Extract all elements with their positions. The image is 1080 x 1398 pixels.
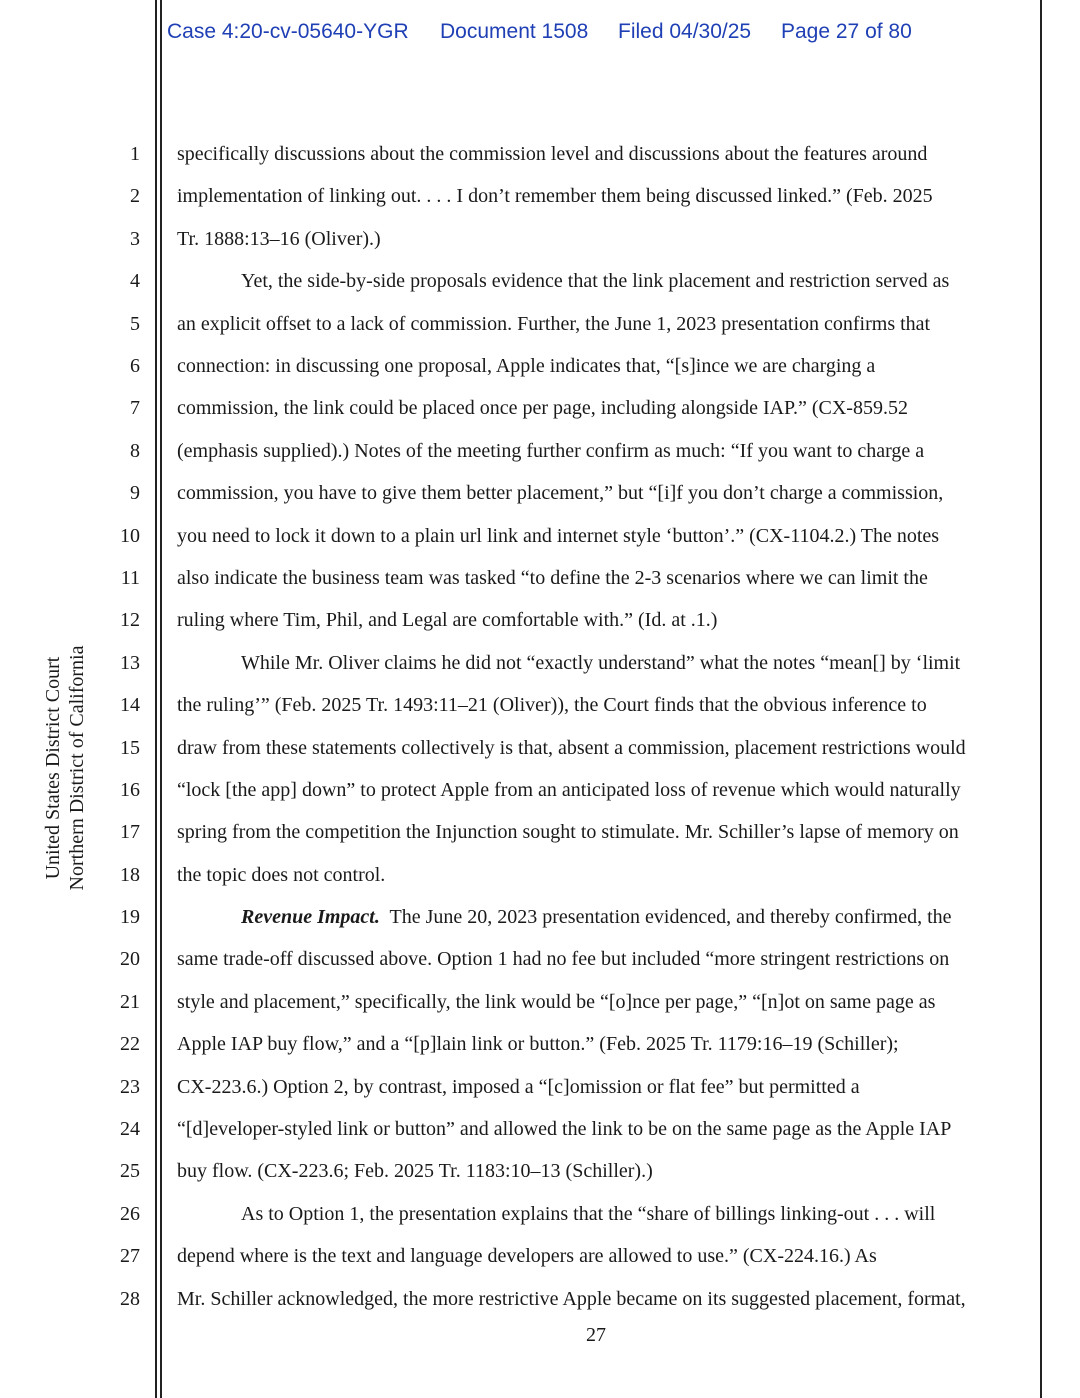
line-number: 11 [120, 567, 140, 589]
body-line: same trade-off discussed above. Option 1 had no fee but included “more stringent restrictions on [177, 948, 950, 970]
line-number: 5 [130, 313, 140, 335]
line-number: 21 [120, 991, 140, 1013]
body-line: an explicit offset to a lack of commission. Further, the June 1, 2023 presentation confirms that [177, 313, 931, 335]
body-line: “lock [the app] down” to protect Apple from an anticipated loss of revenue which would naturally [177, 779, 961, 801]
page-number: 27 [586, 1324, 606, 1346]
line-number: 23 [120, 1076, 140, 1098]
line-number: 20 [120, 948, 140, 970]
body-line: Yet, the side-by-side proposals evidence that the link placement and restriction served as [241, 270, 950, 292]
line-number: 9 [130, 482, 140, 504]
line-number: 13 [120, 652, 140, 674]
body-line: draw from these statements collectively is that, absent a commission, placement restrictions would [177, 737, 966, 759]
line-number: 1 [130, 143, 140, 165]
header-page-count: Page 27 of 80 [781, 20, 912, 43]
line-number: 25 [120, 1160, 140, 1182]
body-line: Tr. 1888:13–16 (Oliver).) [177, 228, 381, 250]
body-line: Apple IAP buy flow,” and a “[p]lain link or button.” (Feb. 2025 Tr. 1179:16–19 (Schiller); [177, 1033, 899, 1055]
body-line: While Mr. Oliver claims he did not “exactly understand” what the notes “mean[] by ‘limit [241, 652, 961, 674]
header-document-number: Document 1508 [440, 20, 589, 43]
body-line: connection: in discussing one proposal, Apple indicates that, “[s]ince we are charging a [177, 355, 876, 377]
line-number: 12 [120, 609, 140, 631]
body-line: the ruling’” (Feb. 2025 Tr. 1493:11–21 (Oliver)), the Court finds that the obvious inference to [177, 694, 927, 716]
line-number: 4 [130, 270, 140, 292]
line-number: 7 [130, 397, 140, 419]
margin-rule-right [1040, 0, 1042, 1398]
body-line-text: The June 20, 2023 presentation evidenced, and thereby confirmed, the [389, 906, 952, 928]
line-number: 3 [130, 228, 140, 250]
body-line: commission, you have to give them better placement,” but “[i]f you don’t charge a commission, [177, 482, 944, 504]
line-number: 8 [130, 440, 140, 462]
line-number: 26 [120, 1203, 140, 1225]
header-case-number: Case 4:20-cv-05640-YGR [167, 20, 409, 43]
line-number: 19 [120, 906, 140, 928]
line-number: 27 [120, 1245, 140, 1267]
header-filed-date: Filed 04/30/25 [618, 20, 752, 43]
body-line: you need to lock it down to a plain url link and internet style ‘button’.” (CX-1104.2.) The notes [177, 525, 940, 547]
run-in-heading: Revenue Impact. [241, 906, 380, 928]
body-line: As to Option 1, the presentation explains that the “share of billings linking-out . . . will [241, 1203, 936, 1225]
court-side-caption [41, 568, 105, 968]
line-number: 22 [120, 1033, 140, 1055]
body-line: Mr. Schiller acknowledged, the more restrictive Apple became on its suggested placement, format, [177, 1288, 966, 1310]
line-number: 10 [120, 525, 140, 547]
body-line: ruling where Tim, Phil, and Legal are comfortable with.” (Id. at .1.) [177, 609, 718, 631]
line-number: 24 [120, 1118, 140, 1140]
line-number: 18 [120, 864, 140, 886]
line-number: 14 [120, 694, 140, 716]
body-line-with-heading [241, 905, 1021, 929]
body-line: style and placement,” specifically, the link would be “[o]nce per page,” “[n]ot on same page as [177, 991, 936, 1013]
body-line: buy flow. (CX-223.6; Feb. 2025 Tr. 1183:10–13 (Schiller).) [177, 1160, 653, 1182]
line-number: 6 [130, 355, 140, 377]
body-line: also indicate the business team was tasked “to define the 2-3 scenarios where we can limit the [177, 567, 928, 589]
body-line: specifically discussions about the commission level and discussions about the features around [177, 143, 928, 165]
line-number: 15 [120, 737, 140, 759]
body-line: implementation of linking out. . . . I don’t remember them being discussed linked.” (Feb. 2025 [177, 185, 933, 207]
body-line: depend where is the text and language developers are allowed to use.” (CX-224.16.) As [177, 1245, 877, 1267]
court-caption-line-2: Northern District of California [66, 645, 88, 891]
court-caption-line-1: United States District Court [42, 656, 64, 880]
body-line: CX-223.6.) Option 2, by contrast, imposed a “[c]omission or flat fee” but permitted a [177, 1076, 860, 1098]
body-line: “[d]eveloper-styled link or button” and allowed the link to be on the same page as the Apple IAP [177, 1118, 952, 1140]
body-line: commission, the link could be placed once per page, including alongside IAP.” (CX-859.52 [177, 397, 908, 419]
body-line: the topic does not control. [177, 864, 386, 886]
line-number: 17 [120, 821, 140, 843]
margin-rule-left-outer [155, 0, 157, 1398]
line-number: 28 [120, 1288, 140, 1310]
margin-rule-left-inner [160, 0, 162, 1398]
line-number: 16 [120, 779, 140, 801]
line-number: 2 [130, 185, 140, 207]
body-line: (emphasis supplied).) Notes of the meeting further confirm as much: “If you want to charge a [177, 440, 925, 462]
body-line: spring from the competition the Injunction sought to stimulate. Mr. Schiller’s lapse of memory on [177, 821, 959, 843]
